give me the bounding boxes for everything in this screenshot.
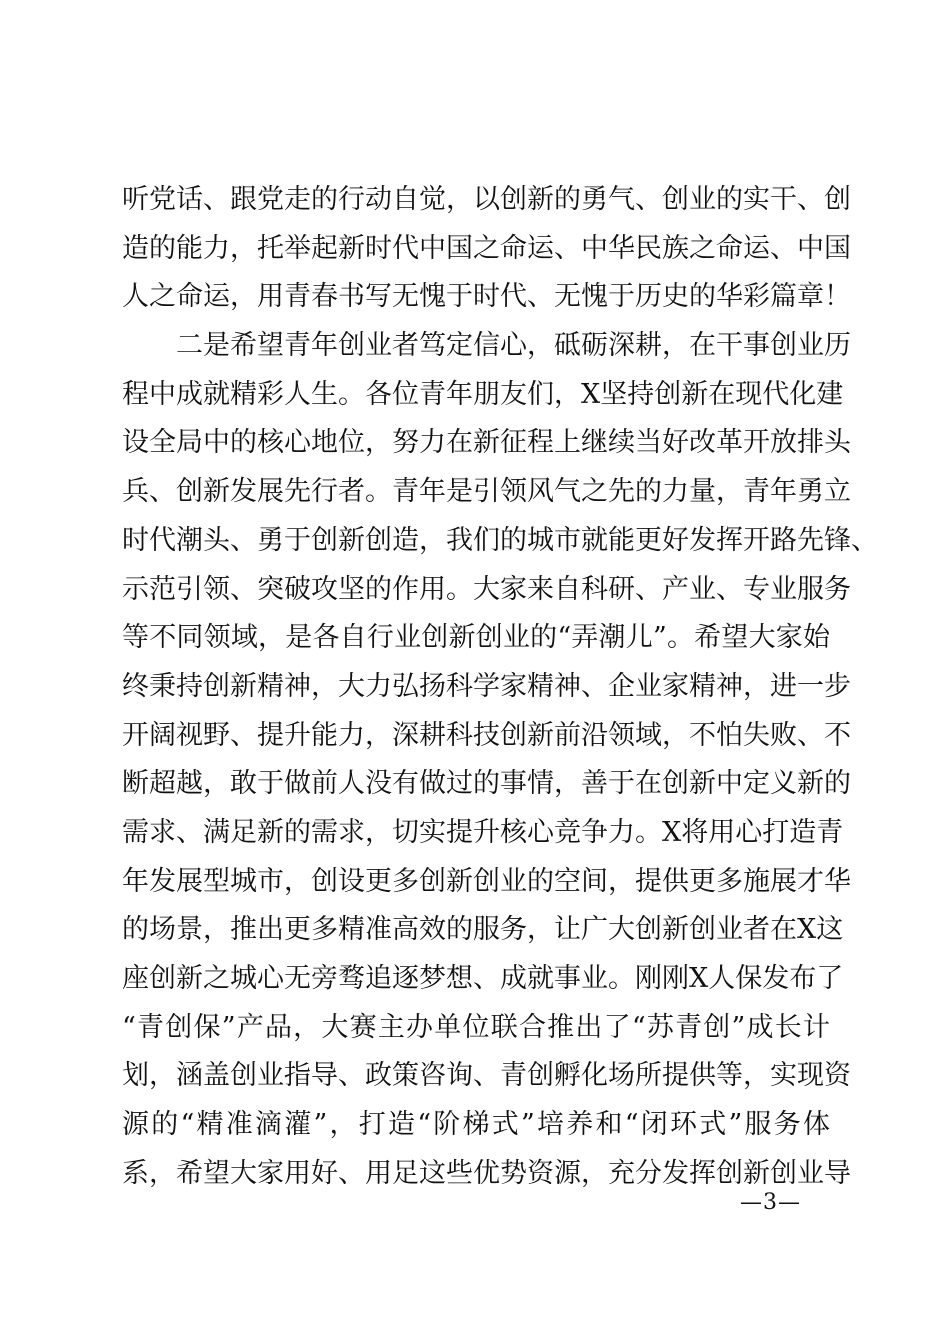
text-line: 终秉持创新精神，大力弘扬科学家精神、企业家精神，进一步 <box>122 670 851 702</box>
text-line: 程中成就精彩人生。各位青年朋友们，X坚持创新在现代化建 <box>122 378 844 410</box>
page-number: —3— <box>740 1190 801 1215</box>
text-line: 划，涵盖创业指导、政策咨询、青创孵化场所提供等，实现资 <box>122 1060 851 1092</box>
text-line: 设全局中的核心地位，努力在新征程上继续当好改革开放排头 <box>122 427 851 459</box>
text-line: 座创新之城心无旁骛追逐梦想、成就事业。刚刚X人保发布了 <box>122 963 844 994</box>
text-line: 开阔视野、提升能力，深耕科技创新前沿领域，不怕失败、不 <box>122 719 851 751</box>
text-line: 示范引领、突破攻坚的作用。大家来自科研、产业、专业服务 <box>122 573 851 605</box>
text-line: 时代潮头、勇于创新创造，我们的城市就能更好发挥开路先锋、 <box>122 524 878 556</box>
text-line: 二是希望青年创业者笃定信心，砥砺深耕，在干事创业历 <box>122 330 851 362</box>
text-line: 源的“精准滴灌”，打造“阶梯式”培养和“闭环式”服务体 <box>122 1109 830 1141</box>
text-line: 听党话、跟党走的行动自觉，以创新的勇气、创业的实干、创 <box>122 184 851 215</box>
body-text <box>122 176 878 1198</box>
text-line: 造的能力，托举起新时代中国之命运、中华民族之命运、中国 <box>122 232 851 264</box>
text-line: 需求、满足新的需求，切实提升核心竞争力。X将用心打造青 <box>122 816 844 848</box>
text-line: 兵、创新发展先行者。青年是引领风气之先的力量，青年勇立 <box>122 476 851 508</box>
text-line: 的场景，推出更多精准高效的服务，让广大创新创业者在X这 <box>122 914 844 946</box>
text-line: 断超越，敢于做前人没有做过的事情，善于在创新中定义新的 <box>122 768 851 800</box>
text-line: 系，希望大家用好、用足这些优势资源，充分发挥创新创业导 <box>122 1157 851 1189</box>
text-line: 人之命运，用青春书写无愧于时代、无愧于历史的华彩篇章！ <box>122 281 851 313</box>
text-line: 等不同领域，是各自行业创新创业的“弄潮儿”。希望大家始 <box>122 622 830 654</box>
text-line: “青创保”产品，大赛主办单位联合推出了“苏青创”成长计 <box>122 1011 830 1043</box>
text-line: 年发展型城市，创设更多创新创业的空间，提供更多施展才华 <box>122 865 851 897</box>
